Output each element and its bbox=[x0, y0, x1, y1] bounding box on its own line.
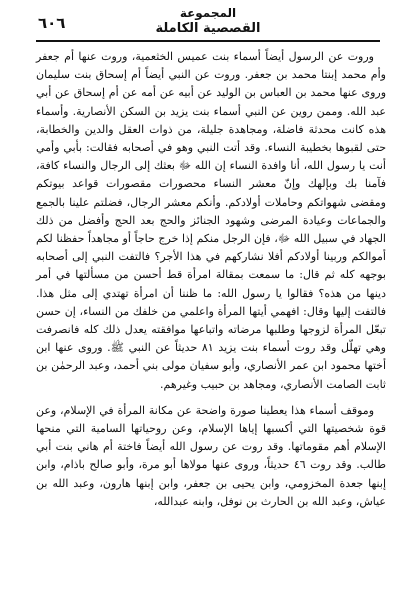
paragraph: وروت عن الرسول أيضاً أسماء بنت عميس الخثعمية، وروت عنها أم جعفر وأم محمد إبنتا محمد بن جعفر. وروت عن النبي أيضاً أم إسحاق بنت سليمان وروى عنها محمد بن العباس بن الوليد عن أبيه عن أمه عن أم إسحاق عن أبي عبد الله. وممن روين عن النبي أسماء بنت يزيد بن السكن الأنصارية. وأسماء هذه كانت محدثة فاضلة، ومجاهدة جليلة، من ذوات العقل والدين والخطابة، حتى لقبوها بخطيبة النساء. وقد أتت النبي وهو في أصحابه فقالت: بأبي وأمي أنت يا رسول الله، أنا وافدة النساء إن الله ﷻ بعثك إلى الرجال والنساء كافة، فآمنا بك وبإلهك وإنّ معشر النساء محصورات مقصورات قواعد بيوتكم ومقضى شهواتكم وحاملات أولادكم. وأنكم معشر الرجال، فضلتم علينا بالجمع والجماعات وعيادة المرضى وشهود الجنائز والحج بعد الحج وأفضل من ذلك الجهاد في سبيل الله ﷻ، فإن الرجل منكم إذا خرج حاجاً أو مجاهداً حفظنا لكم أموالكم وربينا أولادكم أفلا نشاركهم في هذا الأجر؟ فالتفت النبي إلى أصحابه بوجهه كله ثم قال: ما سمعت بمقالة امرأة قط أحسن من مسألتها في أمر دينها من هذه؟ فقالوا يا رسول الله: ما ظننا أن امرأة تهتدي إلى مثل هذا. فالتفت إليها وقال: افهمي أيتها المرأة واعلمي من خلفك من النساء، إن حسن تبعّل المرأة لزوجها وطلبها مرضاته واتباعها موافقته يعدل ذلك كله فانصرفت وهي تهلّل وقد روت أسماء بنت يزيد ٨١ حديثاً عن النبي ﷺ. وروى عنها ابن أختها محمود ابن عمر الأنصاري، وأبو سفيان مولى بني أحمد، وعبد الرحمٰن بن ثابت الصامت الأنصاري، ومجاهد بن حبيب وغيرهم. bbox=[36, 50, 386, 391]
running-title bbox=[36, 6, 380, 37]
paragraph: وموقف أسماء هذا يعطينا صورة واضحة عن مكانة المرأة في الإسلام، وعن قوة شخصيتها التي أكسبها إياها الإسلام، وعن روحياتها السامية التي منحها الإسلام أهم مقوماتها. وقد روت عن رسول الله أيضاً فاختة أم هاني بنت أبي طالب. وقد روت ٤٦ حديثاً، وروى عنها مولاها أبو مرة، وأبو صالح باذام، وابن إبنها جعدة المخزومي، وابن يحيى بن جعفر، وابن إبنها هارون، وعبد الله بن عياش، وعبد الله بن الحارث بن نوفل، وابنه عبدالله، bbox=[36, 403, 386, 508]
page-body bbox=[36, 48, 386, 511]
running-title-line2: القصصية الكاملة bbox=[155, 21, 261, 36]
page-header bbox=[36, 6, 380, 42]
page-number: ٦٠٦ bbox=[38, 14, 66, 32]
running-title-line1: المجموعة bbox=[179, 6, 237, 20]
